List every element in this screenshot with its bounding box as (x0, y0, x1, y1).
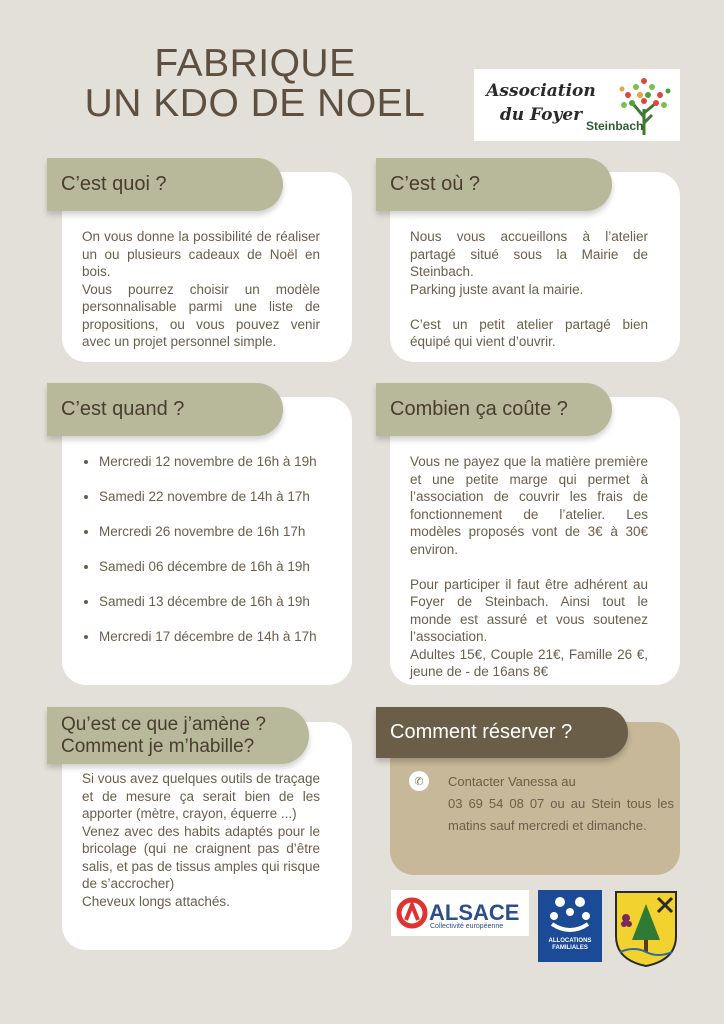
caf-caption (538, 938, 602, 952)
caf-logo (538, 890, 602, 962)
dates-list (81, 453, 367, 663)
reserver-line-2: 03 69 54 08 07 ou au Stein tous les matins sauf mercredi et dimanche. (448, 796, 674, 833)
caf-line-1: ALLOCATIONS (548, 938, 592, 944)
tab-amene (47, 707, 309, 764)
date-item: • Mercredi 26 novembre de 16h 17h (99, 523, 367, 541)
steinbach-coat-of-arms (614, 890, 678, 968)
association-town: Steinbach (586, 119, 644, 133)
tab-reserver: Comment réserver ? (376, 707, 628, 758)
title-line-2: UN KDO DE NOEL (84, 82, 426, 125)
phone-icon: ✆ (409, 771, 429, 791)
tab-quand: C’est quand ? (47, 383, 283, 436)
title-line-1: FABRIQUE (154, 42, 356, 85)
reserver-line-1: Contacter Vanessa au (448, 774, 576, 789)
date-item: • Samedi 22 novembre de 14h à 17h (99, 488, 367, 506)
association-logo (474, 69, 680, 141)
alsace-logo (391, 890, 529, 936)
tree-icon (614, 73, 676, 137)
alsace-name: ALSACE (429, 900, 520, 925)
alsace-emblem-icon (395, 896, 429, 930)
tab-amene-line-1: Qu’est ce que j’amène ? (61, 713, 266, 735)
text-ou: Nous vous accueillons à l’atelier partagé situé sous la Mairie de Steinbach. Parking juste avant la mairie. C’est un petit atelier partagé bien équipé qui vient d’ouvrir. (410, 229, 648, 349)
text-amene: Si vous avez quelques outils de traçage et de mesure ça serait bien de les apporter (mètre, crayon, équerre ...) Venez avec des habits adaptés pour le bricolage (qui ne craignent pas d’être salis, et pas de tissus amples qui risque de s’accrocher) Cheveux longs attachés. (82, 771, 320, 909)
date-item: • Samedi 13 décembre de 16h à 19h (99, 593, 367, 611)
tab-ou: C’est où ? (376, 158, 612, 211)
date-item: • Samedi 06 décembre de 16h à 19h (99, 558, 367, 576)
caf-line-2: FAMILIALES (552, 945, 588, 951)
tab-amene-line-2: Comment je m’habille? (61, 735, 255, 757)
family-icon (538, 892, 602, 938)
text-reserver (448, 771, 674, 837)
tab-quoi: C’est quoi ? (47, 158, 283, 211)
text-cout: Vous ne payez que la matière première et une petite marge qui permet à l’association de couvrir les frais de fonctionnement de l’atelier. Les modèles proposés vont de 3€ à 30€ environ. Pour participer il faut être adhérent au Foyer de Steinbach. Ainsi tout le monde est assuré et vous soutenez l’association. Adultes 15€, Couple 21€, Famille 26 €, jeune de - de 16ans 8€ (410, 454, 648, 679)
text-quoi: On vous donne la possibilité de réaliser un ou plusieurs cadeaux de Noël en bois. Vous pourrez choisir un modèle personnalisable parmi une liste de propositions, ou vous pouvez venir avec un projet personnel simple. (82, 229, 320, 349)
date-item: • Mercredi 12 novembre de 16h à 19h (99, 453, 367, 471)
association-name: Association du Foyer (486, 81, 596, 125)
date-item: • Mercredi 17 décembre de 14h à 17h (99, 628, 367, 646)
alsace-subtitle: Collectivité européenne (430, 923, 504, 930)
tab-cout: Combien ça coûte ? (376, 383, 612, 436)
page-title (0, 44, 510, 124)
